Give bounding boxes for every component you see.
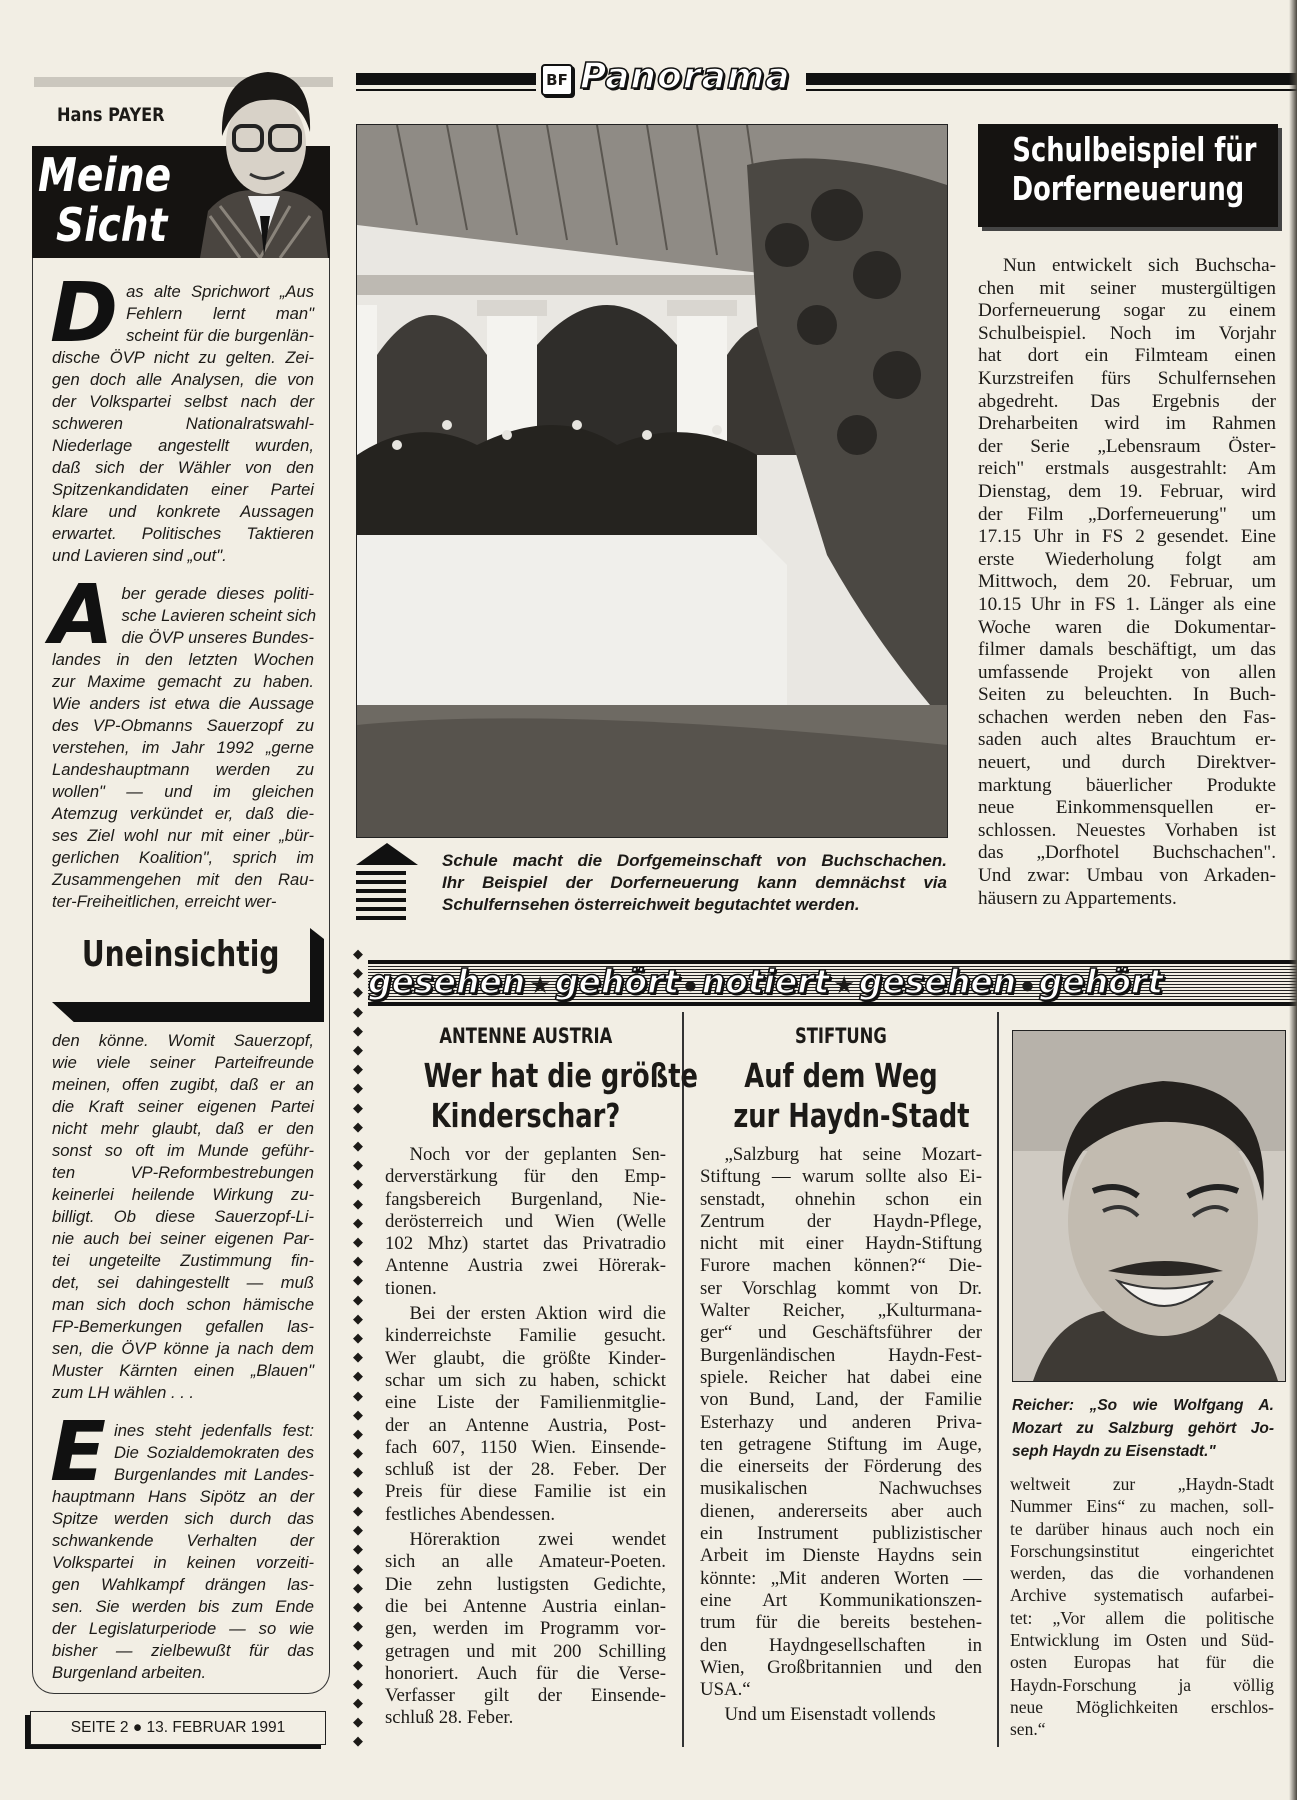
text-line: tet: „Vor allem die politische [1010, 1607, 1274, 1628]
portrait-photo [1012, 1030, 1286, 1382]
text-line: schluß ist der 28. Feber. Der [385, 1459, 666, 1481]
text-line: Woche waren die Dokumentar- [978, 616, 1276, 638]
text-line: nicht mit einer Haydn-Stiftung [700, 1233, 982, 1255]
text-line: Wer glaubt, die größte Kinder- [385, 1347, 666, 1369]
text-line: sen, die ÖVP könne ja nach dem [52, 1339, 314, 1358]
feature-paragraph [978, 255, 1276, 910]
text-line: Zusammengehen mit den Rau- [52, 870, 314, 889]
text-line: Die zehn lustigsten Gedichte, [385, 1573, 666, 1595]
bullet-icon: ● [683, 973, 698, 999]
brief-paragraph [385, 1303, 666, 1526]
text-line: ses Ziel wohl nur mit einer „bür- [52, 826, 314, 845]
drop-cap: A [50, 568, 114, 663]
text-line: det, sei dahingestellt — muß [52, 1273, 314, 1292]
text-line: hauptmann Hans Sipötz an der [52, 1487, 314, 1506]
column-subheading: Uneinsichtig [82, 934, 280, 975]
brief-paragraph [700, 1704, 982, 1726]
binding-shadow [1289, 0, 1297, 1800]
text-line: Kurzstreifen fürs Schulfernsehen [978, 367, 1276, 389]
text-line: Höreraktion zwei wendet [409, 1529, 666, 1551]
text-line: Burgenland arbeiten. [52, 1663, 207, 1682]
column-paragraph [52, 1030, 314, 1404]
brief-kicker: STIFTUNG [795, 1024, 887, 1048]
diamond-icon: ◆ [353, 946, 363, 961]
column-body-part2 [50, 568, 317, 913]
banner-word: gehört [554, 962, 680, 1001]
diamond-icon: ◆ [353, 965, 363, 981]
text-line: chen mit seiner mustergültigen [978, 277, 1276, 299]
diamond-icon: ◆ [353, 1406, 363, 1422]
column-paragraph [50, 1405, 314, 1684]
page-footer [30, 1711, 326, 1745]
masthead-rule-right [806, 73, 1297, 85]
text-line: neue Einkommensquellen er- [978, 797, 1276, 819]
text-line: derösterreich und Wien (Welle [385, 1210, 666, 1232]
author-photo [200, 66, 330, 258]
text-line: tionen. [385, 1277, 437, 1299]
text-line: Schulbeispiel. Noch im Vorjahr [978, 322, 1276, 344]
text-line: abgedreht. Das Ergebnis der [978, 390, 1276, 412]
text-line: Und zwar: Umbau von Arkaden- [978, 865, 1276, 887]
gesehen-banner [368, 960, 1297, 1006]
text-line: hat dort ein Filmteam einen [978, 345, 1276, 367]
text-line: Und um Eisenstadt vollends [724, 1704, 936, 1726]
caption-line: Schule macht die Dorfgemeinschaft von Buchschachen. [442, 851, 947, 870]
text-line: die ÖVP unseres Bundes- [121, 628, 314, 647]
text-line: schweren Nationalratswahl- [52, 414, 314, 433]
text-line: dische ÖVP nicht zu gelten. Zei- [52, 348, 314, 367]
issue-date: 13. FEBRUAR 1991 [146, 1719, 286, 1736]
diamond-icon: ◆ [353, 1656, 363, 1672]
text-line: 17.15 Uhr in FS 2 gesendet. Eine [978, 526, 1276, 548]
text-line: Niederlage angestellt wurden, [52, 436, 314, 455]
diamond-icon: ◆ [353, 1099, 363, 1115]
text-line: der Film „Dorferneuerung" um [978, 503, 1276, 525]
text-line: Stiftung — warum sollte also Ei- [700, 1166, 982, 1188]
text-line: fach 607, 1150 Wien. Einsende- [385, 1436, 666, 1458]
diamond-icon: ◆ [353, 1522, 363, 1538]
text-line: neue Möglichkeiten erschlos- [1010, 1696, 1274, 1717]
diamond-icon: ◆ [353, 1445, 363, 1461]
bullet-icon: ● [132, 1719, 143, 1736]
text-line: gen, werden im Programm vor- [385, 1618, 666, 1640]
caption-line: Mozart zu Salzburg gehört Jo- [1012, 1420, 1274, 1437]
text-line: von Bund, Land, der Familie [700, 1389, 982, 1411]
text-line: Preis für diese Familie ist ein [385, 1481, 666, 1503]
bullet-icon: ● [1020, 973, 1035, 999]
diamond-icon: ◆ [353, 1675, 363, 1691]
diamond-icon: ◆ [353, 1330, 363, 1346]
column-title-line1: Meine [38, 148, 172, 202]
subheading-shadow-bottom [52, 1002, 324, 1022]
masthead-thin-left [356, 89, 536, 91]
text-line: neuert, und durch Direktver- [978, 752, 1276, 774]
text-line: 10.15 Uhr in FS 1. Länger als eine [978, 593, 1276, 615]
text-line: USA.“ [700, 1679, 751, 1701]
text-line: ein Instrument publizistischer [700, 1523, 982, 1545]
text-line: Nun entwickelt sich Buchscha- [1002, 255, 1276, 276]
diamond-border [350, 944, 366, 1749]
text-line: Wien, Großbritannien und den [700, 1656, 982, 1678]
feature-body [978, 255, 1276, 910]
text-line: „Salzburg hat seine Mozart- [724, 1144, 982, 1165]
text-line: Volkspartei in keinen vorzeiti- [52, 1553, 314, 1572]
text-line: den Haydngesellschaften in [700, 1634, 982, 1656]
text-line: billigt. Ob diese Sauerzopf-Li- [52, 1207, 314, 1226]
feature-headline-box [978, 124, 1278, 227]
text-line: sonst so oft im Munde geführ- [52, 1141, 314, 1160]
column-title-line2: Sicht [56, 198, 168, 252]
text-line: ber gerade dieses politi- [121, 584, 314, 603]
brief-paragraph [385, 1529, 666, 1730]
banner-word: gehört [1038, 962, 1163, 1001]
diamond-icon: ◆ [353, 1464, 363, 1480]
brief-stiftung [700, 1022, 982, 1727]
text-line: Noch vor der geplanten Sen- [409, 1144, 666, 1165]
diamond-icon: ◆ [353, 1234, 363, 1250]
diamond-icon: ◆ [353, 1003, 363, 1019]
diamond-icon: ◆ [353, 1118, 363, 1134]
text-line: das „Dorfhotel Buchschachen". [978, 842, 1276, 864]
text-line: Zentrum der Haydn-Pflege, [700, 1210, 982, 1232]
continuation-paragraph [1010, 1473, 1274, 1741]
column-divider [682, 1012, 684, 1747]
star-icon: ★ [529, 973, 551, 999]
text-line: ter-Freiheitlichen, erreicht wer- [52, 892, 277, 911]
brief-kicker: ANTENNE AUSTRIA [439, 1024, 612, 1048]
text-line: eine Liste der Familienmitglie- [385, 1392, 666, 1414]
text-line: verstehen, im Jahr 1992 „gerne [52, 738, 314, 757]
text-line: te darüber hinaus auch noch ein [1010, 1518, 1274, 1539]
text-line: Antenne Austria zwei Hörerak- [385, 1255, 666, 1277]
feature-headline-line1: Schulbeispiel für [1012, 130, 1257, 169]
text-line: die Kraft seiner eigenen Partei [52, 1097, 314, 1116]
text-line: Fehlern lernt man" [126, 304, 314, 323]
page-number: SEITE 2 [70, 1719, 129, 1736]
column-paragraph [50, 568, 317, 913]
diamond-icon: ◆ [353, 1138, 363, 1154]
caption-line: seph Haydn zu Eisenstadt." [1012, 1443, 1216, 1460]
diamond-icon: ◆ [353, 1272, 363, 1288]
drop-cap: E [50, 1405, 107, 1500]
brief-headline-line1: Wer hat die größte [423, 1056, 698, 1095]
text-line: tei ungeteilte Zustimmung fin- [52, 1251, 314, 1270]
text-line: Dienstag, dem 19. Februar, wird [978, 480, 1276, 502]
text-line: Burgenländischen Haydn-Fest- [700, 1344, 982, 1366]
brief-body [385, 1144, 666, 1730]
author-name: Hans PAYER [57, 104, 165, 126]
text-line: keinerlei heilende Wirkung zu- [52, 1185, 314, 1204]
photo-caption [442, 850, 947, 916]
text-line: Forschungsinstitut eingerichtet [1010, 1540, 1274, 1561]
text-line: Spitzenkandidaten einer Partei [52, 480, 314, 499]
text-line: fangsbereich Burgenland, Nie- [385, 1188, 666, 1210]
diamond-icon: ◆ [353, 1022, 363, 1038]
diamond-icon: ◆ [353, 984, 363, 1000]
text-line: saden auch altes Brauchtum er- [978, 729, 1276, 751]
text-line: sen.“ [1010, 1719, 1046, 1740]
text-line: Dorferneuerung sogar zu einem [978, 300, 1276, 322]
diamond-icon: ◆ [353, 1310, 363, 1326]
text-line: schar um sich zu haben, schickt [385, 1369, 666, 1391]
text-line: der Volkspartei selbst nach der [52, 392, 314, 411]
diamond-icon: ◆ [353, 1368, 363, 1384]
diamond-icon: ◆ [353, 1214, 363, 1230]
diamond-icon: ◆ [353, 1291, 363, 1307]
text-line: häusern zu Appartements. [978, 887, 1177, 909]
column-paragraph [50, 266, 314, 567]
diamond-icon: ◆ [353, 1042, 363, 1058]
text-line: Die Sozialdemokraten des [114, 1443, 314, 1462]
diamond-icon: ◆ [353, 1598, 363, 1614]
text-line: musikalischen Nachwuchses [700, 1478, 982, 1500]
text-line: schwankende Verhalten der [52, 1531, 314, 1550]
diamond-icon: ◆ [353, 1714, 363, 1730]
text-line: Muster Kärnten einen „Blauen" [52, 1361, 314, 1380]
text-line: Mittwoch, dem 20. Februar, um [978, 571, 1276, 593]
banner-word: gesehen [368, 962, 526, 1001]
text-line: sich an alle Amateur-Poeten. [385, 1551, 666, 1573]
text-line: Furore machen können?“ Die- [700, 1255, 982, 1277]
text-line: Esterhazy und anderen Priva- [700, 1411, 982, 1433]
text-line: könnte: „Mit anderen Worten — [700, 1567, 982, 1589]
star-icon: ★ [833, 973, 855, 999]
text-line: as alte Sprichwort „Aus [126, 282, 314, 301]
text-line: der Serie „Lebensraum Öster- [978, 435, 1276, 457]
continuation-body [1010, 1473, 1274, 1741]
diamond-icon: ◆ [353, 1349, 363, 1365]
brief-paragraph [385, 1144, 666, 1300]
footer-text [31, 1712, 325, 1744]
diamond-icon: ◆ [353, 1483, 363, 1499]
text-line: Verfasser gilt der Einsende- [385, 1685, 666, 1707]
diamond-icon: ◆ [353, 1579, 363, 1595]
text-line: erwartet. Politisches Taktieren [52, 524, 314, 543]
masthead-badge: BF [541, 64, 573, 96]
text-line: reich" erstmals ausgestrahlt: Am [978, 458, 1276, 480]
text-line: FP-Bemerkungen gefallen las- [52, 1317, 314, 1336]
diamond-icon: ◆ [353, 1157, 363, 1173]
text-line: osten Europas hat für die [1010, 1652, 1274, 1673]
text-line: Entwicklung im Osten und Süd- [1010, 1630, 1274, 1651]
text-line: zur Maxime gemacht zu haben. [52, 672, 314, 691]
diamond-icon: ◆ [353, 1560, 363, 1576]
text-line: Haydn-Forschung ja völlig [1010, 1674, 1274, 1695]
text-line: der Legislaturperiode — so wie [52, 1619, 314, 1638]
text-line: erste Wiederholung folgt am [978, 548, 1276, 570]
text-line: umfassende Projekt von allen [978, 661, 1276, 683]
text-line: sche Lavieren scheint sich [121, 606, 317, 625]
text-line: dienen, andererseits aber auch [700, 1500, 982, 1522]
diamond-icon: ◆ [353, 1637, 363, 1653]
column-body-part4 [50, 1405, 314, 1684]
masthead-rule-left [356, 73, 536, 85]
text-line: die bei Antenne Austria einlan- [385, 1595, 666, 1617]
column-body-part1 [50, 266, 314, 567]
text-line: kinderreichste Familie gesucht. [385, 1325, 666, 1347]
arrow-up-icon [356, 843, 418, 921]
column-body-part3 [52, 1030, 314, 1404]
portrait-caption [1012, 1394, 1274, 1463]
text-line: klare und konkrete Aussagen [52, 502, 314, 521]
text-line: marktung bäuerlicher Produkte [978, 774, 1276, 796]
text-line: Landeshauptmann werden zu [52, 760, 314, 779]
text-line: Atemzug verkündet er, daß die- [52, 804, 314, 823]
text-line: Wie anders ist etwa die Aussage [52, 694, 314, 713]
brief-antenne-austria [385, 1022, 698, 1730]
diamond-icon: ◆ [353, 1502, 363, 1518]
diamond-icon: ◆ [353, 1541, 363, 1557]
text-line: meinen, offen zugibt, daß er an [52, 1075, 314, 1094]
text-line: Spitze werden sich durch das [52, 1509, 314, 1528]
text-line: Archive systematisch aufarbei- [1010, 1585, 1274, 1606]
brief-headline-line1: Auf dem Weg [744, 1056, 938, 1095]
diamond-icon: ◆ [353, 1176, 363, 1192]
diamond-icon: ◆ [353, 1426, 363, 1442]
caption-line: Reicher: „So wie Wolfgang A. [1012, 1397, 1274, 1414]
text-line: spiele. Reicher hat dabei eine [700, 1366, 982, 1388]
text-line: den könne. Womit Sauerzopf, [52, 1031, 314, 1050]
text-line: ines steht jedenfalls fest: [114, 1421, 314, 1440]
text-line: nicht mehr glaubt, daß er den [52, 1119, 314, 1138]
diamond-icon: ◆ [353, 1061, 363, 1077]
caption-line: Ihr Beispiel der Dorferneuerung kann demnächst via [442, 873, 947, 892]
text-line: ten getragene Stiftung im Auge, [700, 1433, 982, 1455]
text-line: wollen" — und im gleichen [52, 782, 314, 801]
caption-line: Schulfernsehen österreichweit begutachtet werden. [442, 895, 860, 914]
diamond-icon: ◆ [353, 1618, 363, 1634]
text-line: schlossen. Neuestes Vorhaben ist [978, 819, 1276, 841]
masthead-section-title: Panorama [580, 56, 791, 97]
text-line: ger“ und Geschäftsführer der [700, 1322, 982, 1344]
drop-cap: D [50, 266, 119, 361]
brief-headline-line2: zur Haydn-Stadt [733, 1096, 970, 1135]
text-line: wie viele seiner Parteifreunde [52, 1053, 314, 1072]
diamond-icon: ◆ [353, 1387, 363, 1403]
text-line: zum LH wählen . . . [52, 1383, 195, 1402]
text-line: senstadt, ohnehin schon ein [700, 1188, 982, 1210]
diamond-icon: ◆ [353, 1694, 363, 1710]
text-line: man sich doch schon hämische [52, 1295, 314, 1314]
diamond-icon: ◆ [353, 1195, 363, 1211]
subheading-wrap [52, 934, 310, 975]
text-line: getragen und mit 200 Schilling [385, 1640, 666, 1662]
banner-word: gesehen [858, 962, 1017, 1001]
text-line: gen Wahlkampf drängen las- [52, 1575, 314, 1594]
text-line: landes in den letzten Wochen [52, 650, 314, 669]
column-divider [997, 1012, 999, 1747]
text-line: sen. Sie werden bis zum Ende [52, 1597, 314, 1616]
text-line: ser Vorschlag kommt von Dr. [700, 1277, 982, 1299]
text-line: trum für die bereits bestehen- [700, 1612, 982, 1634]
brief-body [700, 1144, 982, 1727]
text-line: gerlichen Koalition", sprich im [52, 848, 314, 867]
text-line: daß sich der Wähler von den [52, 458, 314, 477]
masthead-thin-right [806, 89, 1297, 91]
text-line: des VP-Obmanns Sauerzopf zu [52, 716, 314, 735]
text-line: festliches Abendessen. [385, 1503, 556, 1525]
text-line: gen doch alle Analysen, die von [52, 370, 314, 389]
text-line: scheint für die burgenlän- [126, 326, 314, 345]
text-line: Walter Reicher, „Kulturmana- [700, 1300, 982, 1322]
banner-word: notiert [701, 962, 830, 1001]
brief-headline-line2: Kinderschar? [430, 1096, 621, 1135]
text-line: weltweit zur „Haydn-Stadt [1010, 1474, 1274, 1494]
text-line: bisher — zielbewußt für das [52, 1641, 314, 1660]
text-line: Bei der ersten Aktion wird die [409, 1303, 666, 1325]
text-line: nie auch bei seiner eigenen Par- [52, 1229, 314, 1248]
text-line: schachen werden neben den Fas- [978, 706, 1276, 728]
text-line: schluß 28. Feber. [385, 1707, 514, 1729]
text-line: eine Art Kommunikationszen- [700, 1589, 982, 1611]
text-line: Arbeit im Dienste Haydns sein [700, 1545, 982, 1567]
brief-paragraph [700, 1144, 982, 1701]
text-line: werden, das die vorhandenen [1010, 1563, 1274, 1584]
text-line: derverstärkung für den Emp- [385, 1166, 666, 1188]
text-line: Seiten zu beleuchten. In Buch- [978, 684, 1276, 706]
text-line: filmer damals beschäftigt, um das [978, 639, 1276, 661]
text-line: und Lavieren sind „out". [52, 546, 227, 565]
text-line: Nummer Eins“ zu machen, soll- [1010, 1496, 1274, 1517]
text-line: 102 Mhz) startet das Privatradio [385, 1233, 666, 1255]
subheading-block [52, 920, 324, 1022]
text-line: der an Antenne Austria, Post- [385, 1414, 666, 1436]
text-line: honoriert. Auch für die Verse- [385, 1662, 666, 1684]
text-line: Dreharbeiten wird im Rahmen [978, 413, 1276, 435]
village-arcade-photo [356, 124, 948, 838]
diamond-icon: ◆ [353, 1733, 363, 1749]
feature-headline-line2: Dorferneuerung [1011, 169, 1245, 208]
diamond-icon: ◆ [353, 1253, 363, 1269]
text-line: die einerseits der Förderung des [700, 1456, 982, 1478]
text-line: ten VP-Reformbestrebungen [52, 1163, 314, 1182]
diamond-icon: ◆ [353, 1080, 363, 1096]
text-line: Burgenlandes mit Landes- [114, 1465, 314, 1484]
